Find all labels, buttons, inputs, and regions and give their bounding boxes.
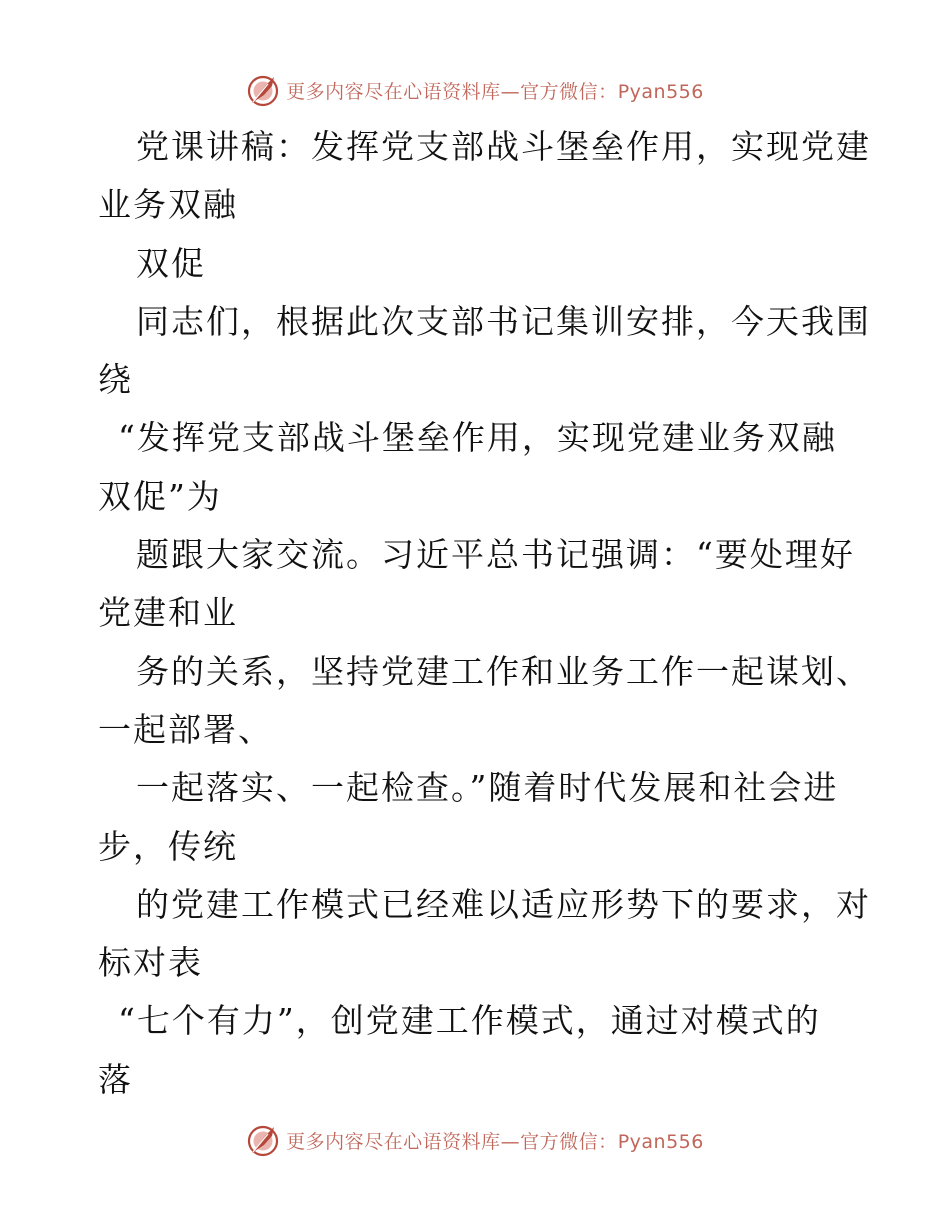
body-line: 双促 <box>136 243 206 283</box>
body-line: 双促”为 <box>98 476 222 516</box>
footer-wechat-id: Pyan556 <box>617 1130 704 1153</box>
body-line: 同志们，根据此次支部书记集训安排，今天我围 <box>136 301 871 341</box>
footer-brand-text <box>286 1127 704 1154</box>
quill-pen-logo-icon <box>246 73 280 107</box>
body-line: “七个有力”，创党建工作模式，通过对模式的 <box>118 1001 821 1041</box>
footer-separator: — <box>500 1130 521 1153</box>
footer-brand-name: 更多内容尽在心语资料库 <box>286 1130 501 1153</box>
page-footer <box>0 1120 950 1160</box>
quill-pen-logo-icon <box>246 1123 280 1157</box>
body-line: 落 <box>98 1059 133 1099</box>
body-line: 业务双融 <box>98 185 238 225</box>
page-header <box>0 70 950 110</box>
footer-brand <box>246 1123 704 1157</box>
body-line: 务的关系，坚持党建工作和业务工作一起谋划、 <box>136 651 871 691</box>
body-line: 党建和业 <box>98 593 238 633</box>
body-line: 绕 <box>98 360 133 400</box>
body-line: 题跟大家交流。习近平总书记强调：“要处理好 <box>136 535 855 575</box>
body-line: 标对表 <box>98 943 203 983</box>
document-body <box>98 118 871 1109</box>
footer-wechat-label: 官方微信： <box>520 1130 618 1153</box>
header-wechat-label: 官方微信： <box>520 80 618 103</box>
body-line-title: 党课讲稿：发挥党支部战斗堡垒作用，实现党建 <box>136 127 871 166</box>
header-brand <box>246 73 704 107</box>
body-line: 的党建工作模式已经难以适应形势下的要求，对 <box>136 884 871 924</box>
header-brand-text <box>286 77 704 104</box>
body-line: 一起落实、一起检查。”随着时代发展和社会进 <box>136 768 839 808</box>
header-separator: — <box>500 80 521 103</box>
header-wechat-id: Pyan556 <box>617 80 704 103</box>
body-line: 一起部署、 <box>98 709 273 749</box>
body-line: 步，传统 <box>98 826 238 866</box>
body-line: “发挥党支部战斗堡垒作用，实现党建业务双融 <box>118 418 837 458</box>
header-brand-name: 更多内容尽在心语资料库 <box>286 80 501 103</box>
